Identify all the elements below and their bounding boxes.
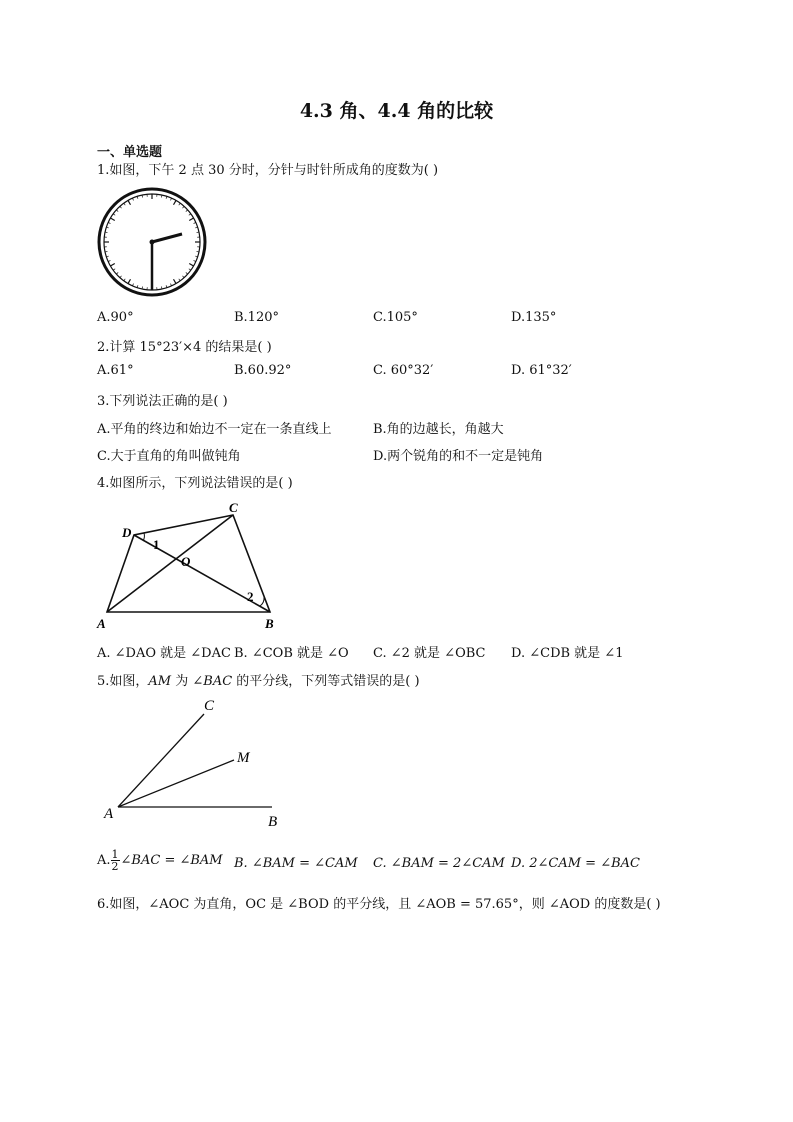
- q5-option-b: B. ∠BAM = ∠CAM: [234, 856, 358, 871]
- question-4-stem: 4.如图所示，下列说法错误的是( ): [97, 476, 293, 491]
- clock-tick: [182, 276, 184, 278]
- clock-tick: [108, 261, 110, 262]
- clock-tick: [110, 264, 114, 267]
- quadrilateral-figure: [94, 495, 294, 635]
- clock-tick: [113, 269, 115, 270]
- clock-tick: [189, 264, 193, 267]
- angle-2-arc: [260, 597, 264, 606]
- angle-bisector-figure: [100, 694, 300, 834]
- q5-stem-prefix: 5.如图，: [97, 674, 149, 689]
- clock-tick: [110, 218, 114, 221]
- label-b: B: [265, 616, 274, 631]
- label-c: C: [204, 698, 215, 714]
- q5-stem-suffix: 的平分线，下列等式错误的是( ): [232, 674, 420, 689]
- q1-option-d: D.135°: [511, 310, 557, 325]
- angle-1-arc: [143, 533, 144, 541]
- question-1-stem: 1.如图，下午 2 点 30 分时，分针与时针所成角的度数为( ): [97, 163, 439, 178]
- fraction-denominator: 2: [111, 860, 119, 873]
- q3-option-d: D.两个锐角的和不一定是钝角: [373, 449, 544, 464]
- q4-option-a: A. ∠DAO 就是 ∠DAC: [97, 646, 231, 661]
- q5-stem-mid: 为: [171, 674, 193, 689]
- clock-figure: [96, 186, 208, 298]
- label-a: A: [97, 616, 106, 631]
- label-angle-2: 2: [247, 589, 254, 604]
- question-6-stem: 6.如图，∠AOC 为直角，OC 是 ∠BOD 的平分线，且 ∠AOB = 57.65°，则 ∠AOD 的度数是( ): [97, 897, 661, 912]
- q2-option-d: D. 61°32′: [511, 363, 572, 378]
- q2-option-c: C. 60°32′: [373, 363, 434, 378]
- q5-option-a-text: ∠BAC = ∠BAM: [120, 853, 223, 868]
- ray-am: [118, 760, 234, 807]
- q3-option-b: B.角的边越长，角越大: [373, 422, 504, 437]
- section-heading: 一、单选题: [97, 145, 163, 160]
- clock-tick: [186, 210, 188, 212]
- clock-center: [150, 240, 155, 245]
- label-d: D: [122, 525, 132, 540]
- clock-tick: [128, 279, 131, 283]
- clock-tick: [194, 222, 196, 223]
- clock-tick: [120, 206, 122, 208]
- label-b: B: [268, 814, 278, 830]
- clock-tick: [171, 284, 172, 286]
- clock-tick: [189, 214, 191, 215]
- label-o: O: [181, 554, 191, 569]
- q1-option-a: A.90°: [97, 310, 134, 325]
- q5-stem-am: AM: [148, 674, 172, 689]
- clock-tick: [116, 210, 118, 212]
- clock-tick: [132, 284, 133, 286]
- q5-option-a: [97, 849, 223, 872]
- clock-tick: [174, 279, 177, 283]
- clock-tick: [182, 206, 184, 208]
- page-title: 4.3 角、4.4 角的比较: [299, 100, 494, 122]
- clock-tick: [186, 272, 188, 274]
- q1-option-c: C.105°: [373, 310, 418, 325]
- ray-ac: [118, 714, 204, 807]
- clock-tick: [120, 276, 122, 278]
- label-m: M: [237, 750, 250, 766]
- q4-option-c: C. ∠2 就是 ∠OBC: [373, 646, 486, 661]
- clock-tick: [124, 279, 125, 281]
- q5-option-a-prefix: A.: [97, 853, 111, 868]
- q2-option-a: A.61°: [97, 363, 134, 378]
- clock-tick: [171, 198, 172, 200]
- fraction-numerator: 1: [111, 848, 119, 861]
- q5-option-c: C. ∠BAM = 2∠CAM: [373, 856, 505, 871]
- label-a: A: [104, 806, 114, 822]
- hour-hand: [152, 234, 182, 242]
- label-angle-1: 1: [153, 537, 160, 552]
- clock-tick: [116, 272, 118, 274]
- fraction-one-half: [111, 849, 120, 872]
- clock-tick: [179, 203, 180, 205]
- clock-tick: [194, 261, 196, 262]
- q5-stem-bac: ∠BAC: [192, 674, 233, 689]
- clock-tick: [174, 200, 177, 204]
- q3-option-a: A.平角的终边和始边不一定在一条直线上: [97, 422, 332, 437]
- clock-tick: [132, 198, 133, 200]
- question-3-stem: 3.下列说法正确的是( ): [97, 394, 228, 409]
- clock-tick: [189, 269, 191, 270]
- question-2-stem: 2.计算 15°23′×4 的结果是( ): [97, 340, 272, 355]
- q5-option-d: D. 2∠CAM = ∠BAC: [511, 856, 640, 871]
- q4-option-b: B. ∠COB 就是 ∠O: [234, 646, 349, 661]
- clock-tick: [189, 218, 193, 221]
- clock-tick: [179, 279, 180, 281]
- q4-option-d: D. ∠CDB 就是 ∠1: [511, 646, 624, 661]
- clock-tick: [124, 203, 125, 205]
- clock-tick: [108, 222, 110, 223]
- clock-tick: [128, 200, 131, 204]
- q2-option-b: B.60.92°: [234, 363, 292, 378]
- question-5-stem: [97, 670, 420, 689]
- label-c: C: [229, 500, 238, 515]
- q1-option-b: B.120°: [234, 310, 279, 325]
- clock-tick: [113, 214, 115, 215]
- q3-option-c: C.大于直角的角叫做钝角: [97, 449, 241, 464]
